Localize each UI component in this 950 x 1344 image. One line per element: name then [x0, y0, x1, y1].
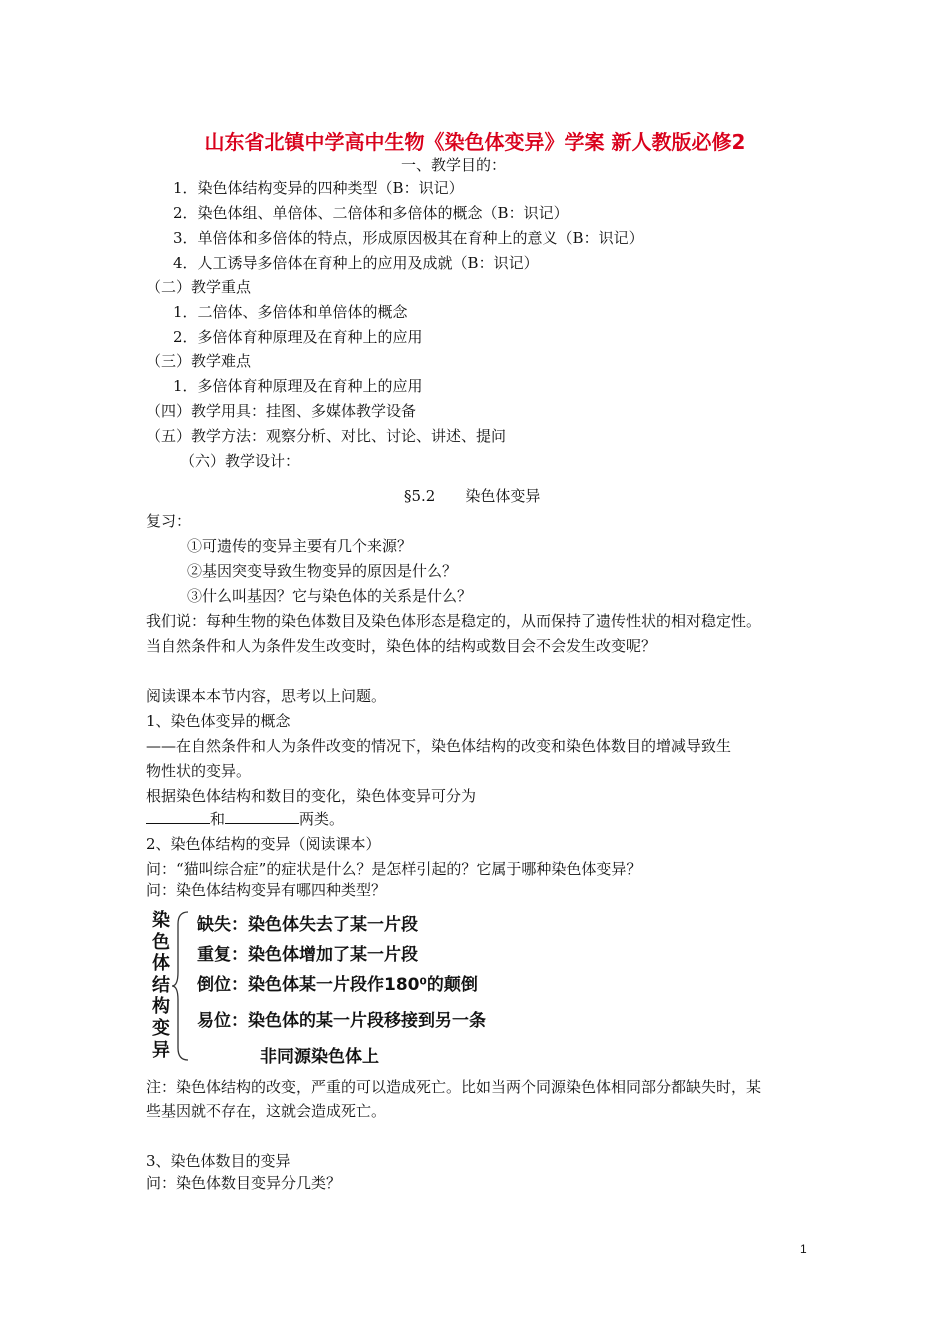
- question-text: 问：染色体数目变异分几类？: [146, 1174, 342, 1192]
- blank-connector: 和: [210, 810, 226, 828]
- document-title: 山东省北镇中学高中生物《染色体变异》学案 新人教版必修2: [204, 130, 746, 154]
- key-points-heading: （二）教学重点: [146, 278, 252, 296]
- section-2-heading: 2、染色体结构的变异（阅读课本）: [146, 835, 381, 853]
- objectives-heading: 一、教学目的：: [401, 156, 507, 174]
- review-heading: 复习：: [146, 512, 192, 530]
- teaching-design: （六）教学设计：: [180, 452, 301, 470]
- objective-item: 3．单倍体和多倍体的特点，形成原因极其在育种上的意义（B：识记）: [173, 229, 644, 247]
- blank-suffix: 两类。: [299, 810, 345, 828]
- diagram-item-deletion: 缺失：染色体失去了某一片段: [197, 915, 418, 935]
- answer-blank[interactable]: [146, 809, 210, 824]
- note-text: 注：染色体结构的改变，严重的可以造成死亡。比如当两个同源染色体相同部分都缺失时，某: [146, 1078, 762, 1096]
- diagram-vertical-label: 染 色 体 结 构 变 异: [152, 910, 170, 1061]
- objective-item: 2．染色体组、单倍体、二倍体和多倍体的概念（B：识记）: [173, 204, 569, 222]
- answer-blank[interactable]: [225, 809, 299, 824]
- reading-instruction: 阅读课本本节内容，思考以上问题。: [146, 687, 387, 705]
- definition-text: 物性状的变异。: [146, 762, 252, 780]
- teaching-methods: （五）教学方法：观察分析、对比、讨论、讲述、提问: [146, 427, 507, 445]
- definition-text: ——在自然条件和人为条件改变的情况下，染色体结构的改变和染色体数目的增减导致生: [146, 737, 732, 755]
- diagram-item-inversion: 倒位：染色体某一片段作180⁰的颠倒: [197, 975, 478, 995]
- difficulty-item: 1．多倍体育种原理及在育种上的应用: [173, 377, 423, 395]
- chromosome-structure-diagram: [146, 906, 566, 1066]
- page-number: 1: [800, 1242, 807, 1256]
- review-item: ①可遗传的变异主要有几个来源？: [187, 537, 413, 555]
- objective-item: 4．人工诱导多倍体在育种上的应用及成就（B：识记）: [173, 254, 539, 272]
- diagram-item-translocation: 易位：染色体的某一片段移接到另一条: [197, 1011, 486, 1031]
- note-text: 些基因就不存在，这就会造成死亡。: [146, 1102, 387, 1120]
- intro-paragraph: 我们说：每种生物的染色体数目及染色体形态是稳定的，从而保持了遗传性状的相对稳定性。: [146, 612, 762, 630]
- curly-brace-icon: [170, 910, 192, 1062]
- key-point-item: 1．二倍体、多倍体和单倍体的概念: [173, 303, 408, 321]
- intro-paragraph: 当自然条件和人为条件发生改变时，染色体的结构或数目会不会发生改变呢？: [146, 637, 657, 655]
- review-item: ②基因突变导致生物变异的原因是什么？: [187, 562, 458, 580]
- review-item: ③什么叫基因？它与染色体的关系是什么？: [187, 587, 473, 605]
- fill-blank-line: [146, 809, 344, 829]
- objective-item: 1．染色体结构变异的四种类型（B：识记）: [173, 179, 464, 197]
- section-1-heading: 1、染色体变异的概念: [146, 712, 291, 730]
- question-text: 问：“猫叫综合症”的症状是什么？是怎样引起的？它属于哪种染色体变异？: [146, 860, 642, 878]
- section-3-heading: 3、染色体数目的变异: [146, 1152, 291, 1170]
- classification-text: 根据染色体结构和数目的变化，染色体变异可分为: [146, 787, 477, 805]
- question-text: 问：染色体结构变异有哪四种类型？: [146, 881, 387, 899]
- key-point-item: 2．多倍体育种原理及在育种上的应用: [173, 328, 423, 346]
- difficulties-heading: （三）教学难点: [146, 352, 252, 370]
- section-title: §5.2 染色体变异: [404, 487, 541, 505]
- diagram-item-translocation-cont: 非同源染色体上: [260, 1047, 379, 1067]
- diagram-item-duplication: 重复：染色体增加了某一片段: [197, 945, 418, 965]
- teaching-tools: （四）教学用具：挂图、多媒体教学设备: [146, 402, 417, 420]
